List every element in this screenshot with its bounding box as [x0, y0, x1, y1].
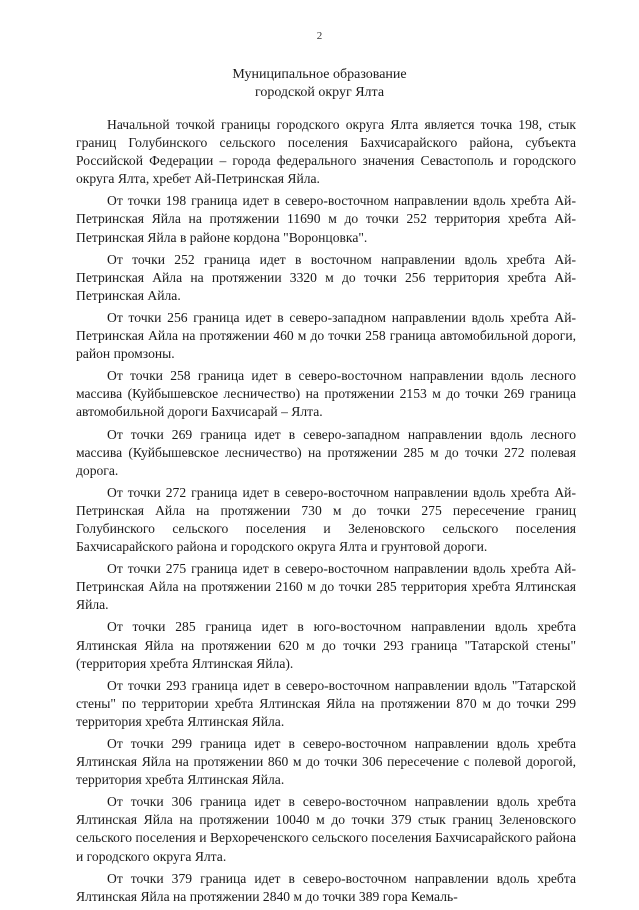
header-line-2: городской округ Ялта	[254, 85, 385, 100]
paragraph: От точки 379 граница идет в северо-восточном направлении вдоль хребта Ялтинская Яйла на протяжении 2840 м до точки 389 гора Кемаль-	[76, 870, 576, 904]
header-line-1: Муниципальное образование	[232, 67, 407, 82]
paragraph: От точки 306 граница идет в северо-восточном направлении вдоль хребта Ялтинская Яйла на протяжении 10040 м до точки 379 стык границ Зеленовского сельского поселения и Верхореченского сельского поселения Бахчисарайского района и городского округа Ялта.	[76, 794, 576, 864]
document-body	[76, 116, 576, 910]
paragraph: От точки 252 граница идет в восточном направлении вдоль хребта Ай-Петринская Айла на протяжении 3320 м до точки 256 территория хребта Ай-Петринская Айла.	[76, 251, 576, 303]
paragraph: От точки 299 граница идет в северо-восточном направлении вдоль хребта Ялтинская Яйла на протяжении 860 м до точки 306 пересечение с полевой дорогой, территория хребта Ялтинская Яйла.	[76, 736, 576, 788]
paragraph: От точки 272 граница идет в северо-восточном направлении вдоль хребта Ай-Петринская Айла на протяжении 730 м до точки 275 пересечение границ Голубинского сельского поселения и Зеленовского сельского поселения Бахчисарайского района и городского округа Ялта и грунтовой дороги.	[76, 484, 576, 555]
paragraph: Начальной точкой границы городского округа Ялта является точка 198, стык границ Голубинского сельского поселения Бахчисарайского района, субъекта Российской Федерации – города федерального значения Севастополь и городского округа Ялта, хребет Ай-Петринская Яйла.	[76, 117, 576, 187]
paragraph: От точки 198 граница идет в северо-восточном направлении вдоль хребта Ай-Петринская Яйла на протяжении 11690 м до точки 252 территория хребта Ай-Петринская Яйла в районе кордона "Воронцовка".	[76, 193, 576, 245]
page-number: 2	[316, 30, 323, 42]
paragraph: От точки 275 граница идет в северо-восточном направлении вдоль хребта Ай-Петринская Айла на протяжении 2160 м до точки 285 территория хребта Ялтинская Яйла.	[76, 561, 576, 613]
document-header	[0, 66, 639, 102]
paragraph: От точки 285 граница идет в юго-восточном направлении вдоль хребта Ялтинская Яйла на протяжении 620 м до точки 293 граница "Татарской стены" (территория хребта Ялтинская Яйла).	[76, 619, 576, 671]
paragraph: От точки 258 граница идет в северо-восточном направлении вдоль лесного массива (Куйбышевское лесничество) на протяжении 2153 м до точки 269 граница автомобильной дороги Бахчисарай – Ялта.	[76, 368, 576, 420]
paragraph: От точки 256 граница идет в северо-западном направлении вдоль хребта Ай-Петринская Айла на протяжении 460 м до точки 258 граница автомобильной дороги, район промзоны.	[76, 309, 576, 362]
paragraph: От точки 269 граница идет в северо-западном направлении вдоль лесного массива (Куйбышевское лесничество) на протяжении 285 м до точки 272 полевая дорога.	[76, 426, 576, 478]
paragraph: От точки 293 граница идет в северо-восточном направлении вдоль "Татарской стены" по территории хребта Ялтинская Яйла на протяжении 870 м до точки 299 территория хребта Ялтинская Яйла.	[76, 677, 576, 729]
